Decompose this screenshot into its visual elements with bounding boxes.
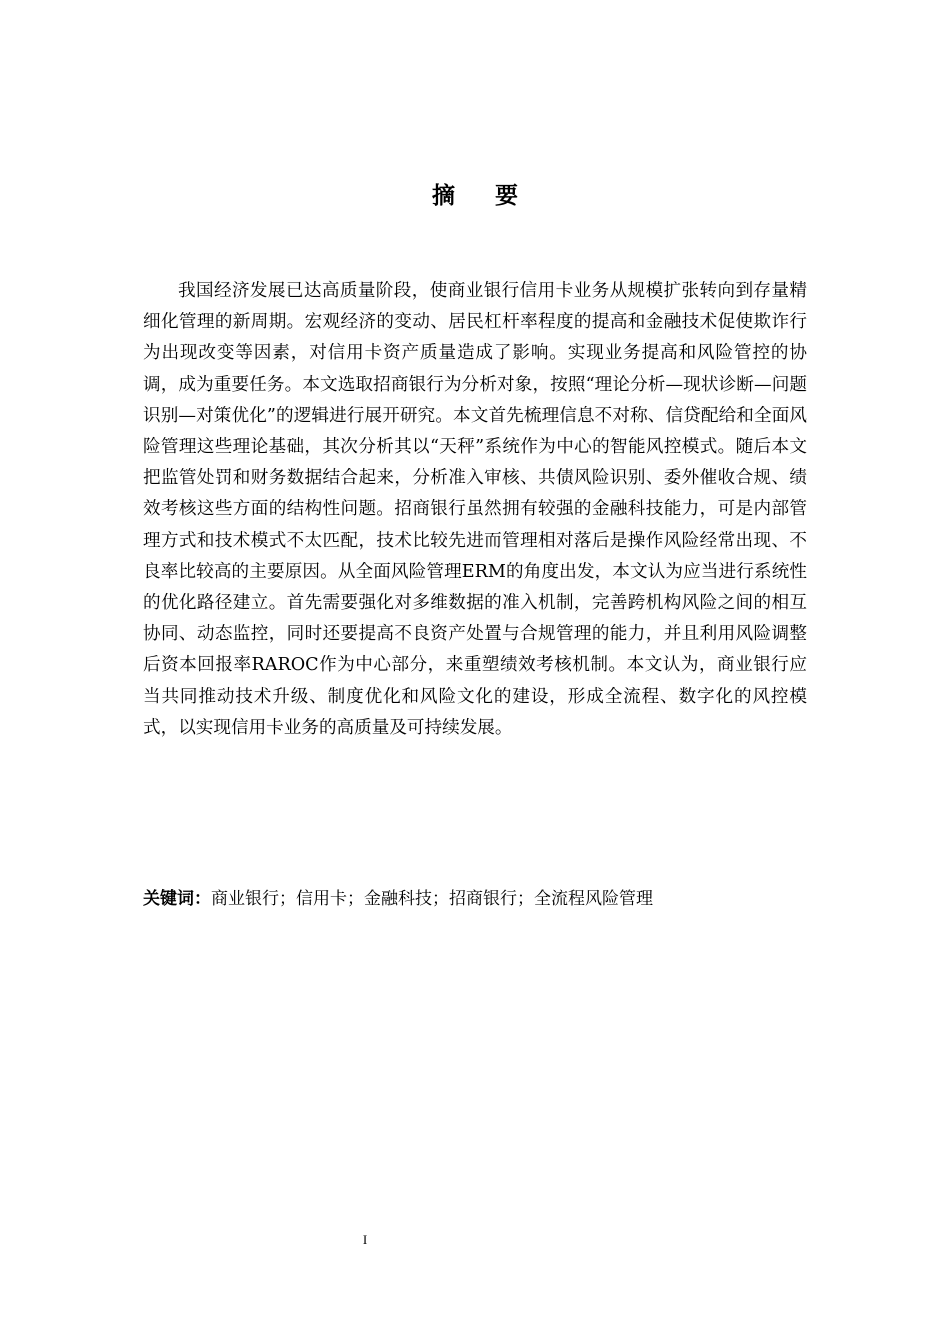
- keywords-label: 关键词：: [143, 889, 211, 909]
- abstract-paragraph: 我国经济发展已达高质量阶段，使商业银行信用卡业务从规模扩张转向到存量精细化管理的新周期。宏观经济的变动、居民杠杆率程度的提高和金融技术促使欺诈行为出现改变等因素，对信用卡资产质量造成了影响。实现业务提高和风险管控的协调，成为重要任务。本文选取招商银行为分析对象，按照“理论分析—现状诊断—问题识别—对策优化”的逻辑进行展开研究。本文首先梳理信息不对称、信贷配给和全面风险管理这些理论基础，其次分析其以“天秤”系统作为中心的智能风控模式。随后本文把监管处罚和财务数据结合起来，分析准入审核、共债风险识别、委外催收合规、绩效考核这些方面的结构性问题。招商银行虽然拥有较强的金融科技能力，可是内部管理方式和技术模式不太匹配，技术比较先进而管理相对落后是操作风险经常出现、不良率比较高的主要原因。从全面风险管理ERM的角度出发，本文认为应当进行系统性的优化路径建立。首先需要强化对多维数据的准入机制，完善跨机构风险之间的相互协同、动态监控，同时还要提高不良资产处置与合规管理的能力，并且利用风险调整后资本回报率RAROC作为中心部分，来重塑绩效考核机制。本文认为，商业银行应当共同推动技术升级、制度优化和风险文化的建设，形成全流程、数字化的风控模式，以实现信用卡业务的高质量及可持续发展。: [143, 281, 807, 738]
- page-title: 摘要: [432, 183, 558, 209]
- page-number: I: [362, 1232, 368, 1247]
- keywords-text: 商业银行；信用卡；金融科技；招商银行；全流程风险管理: [211, 889, 653, 909]
- keywords-line: [143, 884, 807, 914]
